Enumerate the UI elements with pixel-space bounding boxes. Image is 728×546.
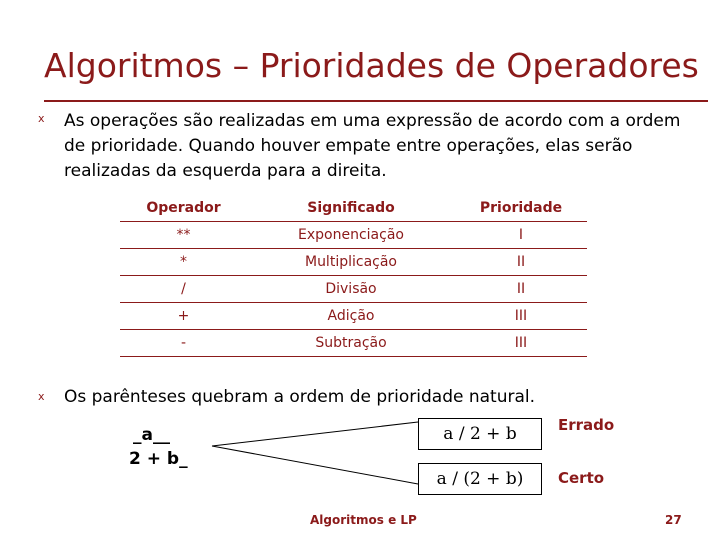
bullet-marker-1: x <box>38 112 45 125</box>
right-label: Certo <box>558 469 605 487</box>
header-operador: Operador <box>120 195 247 222</box>
cell-meaning: Multiplicação <box>247 249 455 276</box>
arrow-to-wrong <box>212 422 418 446</box>
arrow-to-right <box>212 446 418 484</box>
wrong-label: Errado <box>558 416 615 434</box>
cell-meaning: Subtração <box>247 330 455 357</box>
cell-meaning: Adição <box>247 303 455 330</box>
page-number: 27 <box>665 513 682 527</box>
cell-operator: / <box>120 276 247 303</box>
cell-priority: II <box>455 249 587 276</box>
cell-priority: III <box>455 330 587 357</box>
cell-meaning: Exponenciação <box>247 222 455 249</box>
wrong-expression-box: a / 2 + b <box>418 418 542 450</box>
cell-priority: I <box>455 222 587 249</box>
header-prioridade: Prioridade <box>455 195 587 222</box>
right-expression-box: a / (2 + b) <box>418 463 542 495</box>
cell-priority: III <box>455 303 587 330</box>
fraction-numerator: _a__ <box>133 425 170 445</box>
footer-title: Algoritmos e LP <box>310 513 417 527</box>
bullet-text-2: Os parênteses quebram a ordem de prioridade natural. <box>64 387 536 407</box>
cell-operator: * <box>120 249 247 276</box>
cell-operator: + <box>120 303 247 330</box>
bullet-text-1: As operações são realizadas em uma expressão de acordo com a ordem de prioridade. Quando houver empate entre operações, elas serão realizadas da esquerda para a direita. <box>64 111 681 181</box>
slide-title: Algoritmos – Prioridades de Operadores <box>44 46 699 85</box>
cell-operator: ** <box>120 222 247 249</box>
fraction-denominator: 2 + b_ <box>129 449 188 469</box>
header-significado: Significado <box>247 195 455 222</box>
bullet-marker-2: x <box>38 390 45 403</box>
cell-priority: II <box>455 276 587 303</box>
cell-meaning: Divisão <box>247 276 455 303</box>
cell-operator: - <box>120 330 247 357</box>
